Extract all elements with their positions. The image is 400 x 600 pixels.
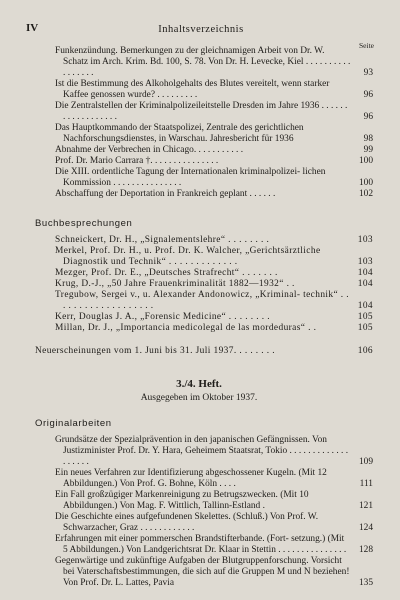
buchbesprechungen-section (35, 218, 373, 334)
review-entry-text: Millan, Dr. J., „Importancia medicolegal de las mordeduras“ . . (55, 323, 317, 333)
originalarbeiten-section (35, 418, 373, 589)
seite-label: Seite (359, 41, 374, 50)
article-entry-page: 121 (358, 501, 373, 511)
neuerscheinungen-entry (35, 346, 373, 357)
page-title: Inhaltsverzeichnis (158, 24, 244, 35)
article-entry-text: Gegenwärtige und zukünftige Aufgaben der Blutgruppenforschung. Vorsicht bei Vaterschaftsbestimmungen, die sich auf die Gruppen M und N beziehen! Von Prof. Dr. L. Lattes, Pavia (55, 556, 350, 588)
article-entry-text: Erfahrungen mit einer pommerschen Brandstifterbande. (Fort- setzung.) (Mit 5 Abbildungen.) Von Landgerichtsrat Dr. Klaar in Stettin . . . . . . . . . . . . . . . (55, 534, 347, 555)
article-entry-text: Grundsätze der Spezialprävention in den japanischen Gefängnissen. Von Justizminister Prof. Dr. Y. Hara, Geheimem Staatsrat, Tokio . . . . . . . . . . . . . . . . . . . (55, 435, 349, 467)
toc-entry-page: 100 (358, 156, 373, 166)
neuerscheinungen-page: 106 (357, 346, 373, 356)
toc-entry-page: 96 (363, 90, 373, 100)
toc-entry-text: Abschaffung der Deportation in Frankreich geplant . . . . . . (55, 189, 276, 199)
toc-entry-text: Abnahme der Verbrechen in Chicago. . . . . . . . . . . (55, 145, 244, 155)
section-heading: Buchbesprechungen (35, 218, 133, 229)
article-entry (55, 512, 373, 534)
review-entry-text: Schneickert, Dr. H., „Signalementslehre“ . . . . . . . . (55, 235, 270, 245)
toc-entry (55, 79, 373, 101)
article-entry (55, 468, 373, 490)
review-entry-text: Tregubow, Sergei v., u. Alexander Andonowicz, „Kriminal- technik“ . . . . . . . . . . . . . . . . . . . (55, 290, 350, 311)
review-entry (55, 312, 373, 323)
review-entry (55, 268, 373, 279)
section-heading: Originalarbeiten (35, 418, 112, 429)
article-entry-text: Ein Fall großzügiger Markenreinigung zu Betrugszwecken. (Mit 10 Abbildungen.) Von Mag. F. Wittlich, Tallinn-Estland . (55, 490, 309, 511)
review-entry-page: 104 (357, 279, 373, 289)
toc-entry (55, 123, 373, 145)
toc-entry (55, 145, 373, 156)
toc-entry-text: Prof. Dr. Mario Carrara †. . . . . . . . . . . . . . . (55, 156, 219, 166)
review-entry (55, 290, 373, 312)
review-entry-page: 105 (357, 312, 373, 322)
article-entry-page: 124 (358, 523, 373, 533)
toc-entry-page: 93 (363, 68, 373, 78)
toc-entry (55, 156, 373, 167)
article-entry (55, 435, 373, 468)
toc-entry-page: 99 (363, 145, 373, 155)
article-entry-page: 111 (359, 479, 373, 489)
article-entry (55, 534, 373, 556)
review-entry (55, 235, 373, 246)
review-entry-page: 104 (357, 268, 373, 278)
article-entry-text: Die Geschichte eines aufgefundenen Skelettes. (Schluß.) Von Prof. W. Schwarzacher, Graz . . . . . . . . . . . . (55, 512, 319, 533)
toc-entry (55, 189, 373, 200)
toc-entry (55, 46, 373, 79)
toc-entry-text: Die Zentralstellen der Kriminalpolizeileitstelle Dresden im Jahre 1936 . . . . . . . . . . . . . . . . . . (55, 101, 348, 122)
toc-entry-page: 100 (358, 178, 373, 188)
review-entry-page: 103 (357, 257, 373, 267)
review-entry-text: Mezger, Prof. Dr. E., „Deutsches Strafrecht“ . . . . . . . (55, 268, 278, 278)
review-entry-text: Krug, D.-J., „50 Jahre Frauenkriminalität 1882—1932“ . . (55, 279, 295, 289)
toc-entry-text: Das Hauptkommando der Staatspolizei, Zentrale des gerichtlichen Nachforschungsdienstes, in Warschau. Jahresbericht für 1936 (55, 123, 304, 144)
article-entry-page: 109 (358, 457, 373, 467)
toc-entry (55, 167, 373, 189)
review-entry-page: 104 (357, 301, 373, 311)
toc-entry-page: 102 (358, 189, 373, 199)
page-number: IV (26, 22, 39, 34)
article-entry-page: 128 (358, 545, 373, 555)
contents-body (35, 46, 373, 589)
article-entry-text: Ein neues Verfahren zur Identifizierung abgeschossener Kugeln. (Mit 12 Abbildungen.) Von Prof. G. Bohne, Köln . . . . (55, 468, 327, 489)
heft-heading: 3./4. Heft. (176, 378, 222, 390)
review-entry-page: 103 (357, 235, 373, 245)
toc-entry (55, 101, 373, 123)
article-entry (55, 490, 373, 512)
entries-section-a (55, 46, 373, 200)
toc-entry-page: 98 (363, 134, 373, 144)
neuerscheinungen-text: Neuerscheinungen vom 1. Juni bis 31. Juli 1937. . . . . . . . (35, 346, 276, 356)
review-entry (55, 323, 373, 334)
review-entry (55, 279, 373, 290)
review-entry-text: Kerr, Douglas J. A., „Forensic Medicine“ . . . . . . . . (55, 312, 270, 322)
toc-entry-text: Funkenzündung. Bemerkungen zu der gleichnamigen Arbeit von Dr. W. Schatz im Arch. Krim. Bd. 100, S. 78. Von Dr. H. Levecke, Kiel . . . . . . . . . . . . . . . . . (55, 46, 351, 78)
article-entry (55, 556, 373, 589)
article-entry-page: 135 (358, 578, 373, 588)
review-entry (55, 246, 373, 268)
toc-entry-page: 96 (363, 112, 373, 122)
heft-issued-date: Ausgegeben im Oktober 1937. (140, 393, 258, 403)
review-entry-page: 105 (357, 323, 373, 333)
toc-entry-text: Ist die Bestimmung des Alkoholgehalts des Blutes vereitelt, wenn starker Kaffee genossen wurde? . . . . . . . . . (55, 79, 330, 100)
review-entry-text: Merkel, Prof. Dr. H., u. Prof. Dr. K. Walcher, „Gerichtsärztliche Diagnostik und Technik“ . . . . . . . . . . . . . (55, 246, 321, 267)
page-header (26, 23, 376, 37)
toc-entry-text: Die XIII. ordentliche Tagung der Internationalen kriminalpolizei- lichen Kommission . . . . . . . . . . . . . . . (55, 167, 326, 188)
